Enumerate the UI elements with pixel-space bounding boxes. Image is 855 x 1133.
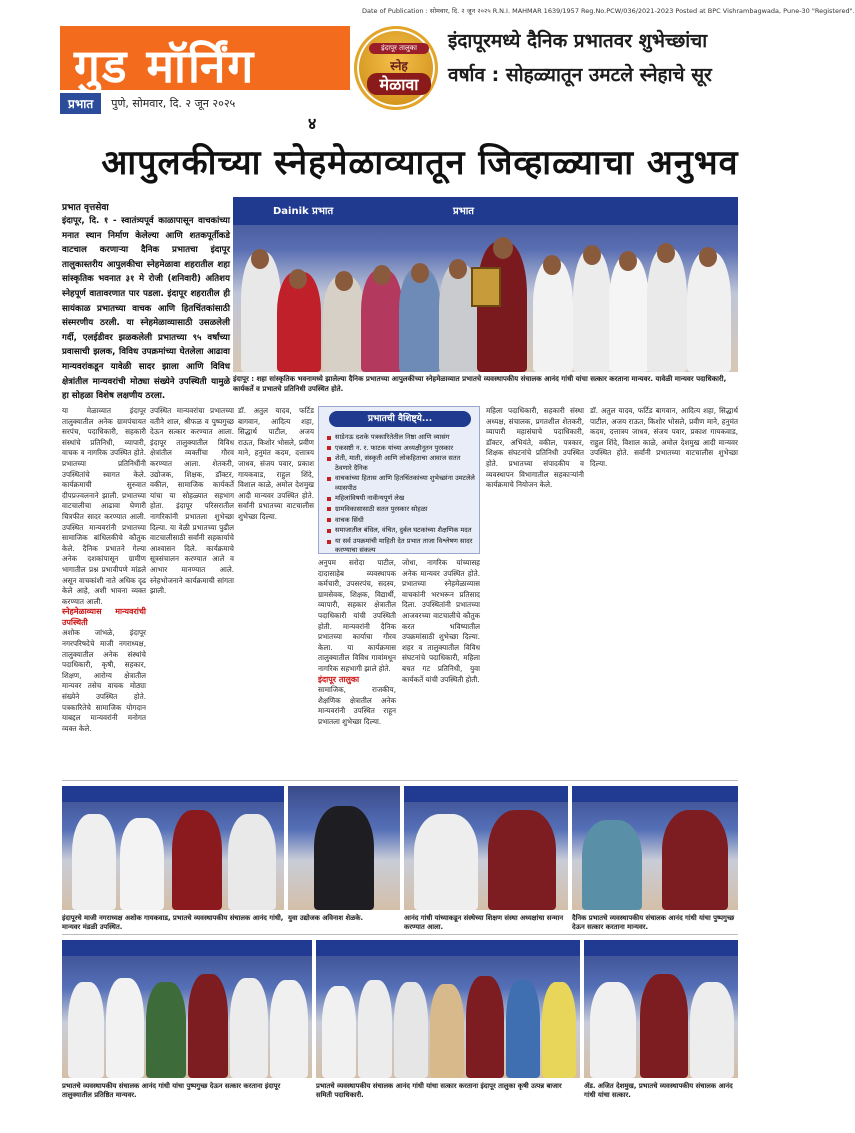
hero-caption: इंदापूर : शहा सांस्कृतिक भवनामध्ये झालेल्या दैनिक प्रभातच्या आपुलकीच्या स्नेहमेळाव्यात प्रभातचे व्यवस्थापकीय संचालक आनंद गांधी यांचा सत्कार करताना मान्यवर. यावेळी मान्यवर पदाधिकारी, कार्यकर्ते व प्रभातचे प्रतिनिधी उपस्थित होते. [233, 375, 727, 393]
article-column-2 [150, 406, 234, 774]
photo-5 [62, 940, 312, 1078]
article-column-7 [590, 406, 738, 774]
publication-info: Date of Publication : सोमवार, दि. २ जून २०२५ R.N.I. MAHMAR 1639/1957 Reg.No.PCW/036/2021-2023 Posted at BPC Vishrambagwada, Pune-30 "Registered". [362, 7, 855, 15]
person-figure [68, 982, 104, 1078]
photo-banner [62, 940, 312, 956]
photo-banner [316, 940, 580, 956]
face [583, 245, 601, 265]
person-figure [120, 818, 164, 910]
highlight-item: शेती, माती, संस्कृती आणि लोकहिताचा आवाज सतत ठेवणारे दैनिक [327, 454, 477, 472]
person-figure [477, 242, 527, 372]
photo-6 [316, 940, 580, 1078]
photo-4-caption: दैनिक प्रभातचे व्यवस्थापकीय संचालक आनंद गांधी यांचा पुष्पगुच्छ देऊन सत्कार करताना मान्यवर. [572, 914, 735, 932]
hero-banner-left: Dainik प्रभात [273, 206, 334, 217]
logo-block [60, 26, 350, 93]
column-text: उपस्थित मान्यवरांचा प्रभातच्या वतीने शाल, श्रीफळ व पुष्पगुच्छ देऊन सत्कार करण्यात आला. इंदापूर तालुक्यातील विविध क्षेत्रांतील व्यक्तींचा गौरव करण्यात आला. शेतकरी, उद्योजक, शिक्षक, डॉक्टर, वकील, सामाजिक कार्यकर्ते यांचा या सोहळ्यात सहभाग होता. इंदापूर परिसरातील नागरिकांनी प्रभातला शुभेच्छा दिल्या. या वेळी प्रभातच्या पुढील वाटचालीसाठी सर्वांनी सहकार्याचे आश्वासन दिले. कार्यक्रमाचे सूत्रसंचालन करण्यात आले व आभार मानण्यात आले. स्नेहभोजनाने कार्यक्रमाची सांगता झाली. [150, 406, 234, 596]
person-figure [542, 982, 576, 1078]
column-subhead: स्नेहमेळाव्यास मान्यवरांची उपस्थिती [62, 607, 146, 627]
masthead-sub [60, 92, 350, 114]
face [373, 265, 391, 285]
person-figure [690, 982, 734, 1078]
photo-2-caption: युवा उद्योजक अविनाश शेळके. [288, 914, 364, 922]
person-figure [414, 814, 478, 910]
column-text: सामाजिक, राजकीय, शैक्षणिक क्षेत्रातील अनेक मान्यवरांनी उपस्थित राहून प्रभातला शुभेच्छा दिल्या. [318, 685, 396, 726]
person-figure [228, 814, 276, 910]
article-column-1 [62, 406, 146, 774]
face [251, 249, 269, 269]
person-figure [188, 974, 228, 1078]
person-figure [314, 806, 374, 910]
trophy-icon [471, 267, 501, 307]
person-figure [270, 980, 308, 1078]
person-figure [394, 982, 428, 1078]
photo-7-caption: ॲड. अजित देशमुख, प्रभातचे व्यवस्थापकीय संचालक आनंद गांधी यांचा सत्कार. [584, 1082, 733, 1100]
person-figure [358, 980, 392, 1078]
face [289, 269, 307, 289]
person-figure [609, 256, 649, 372]
badge-main-text: मेळावा [367, 73, 431, 95]
person-figure [361, 270, 403, 372]
dateline: पुणे, सोमवार, दि. २ जून २०२५ [111, 96, 236, 110]
column-text: डॉ. अतुल यादव, फर्टिड बागवान, आदित्य शहा, सिद्धार्थ पाटील, अजय राऊत, किशोर भोसले, प्रवीण माने, हनुमंत कदम, दत्तात्रय जाधव, संजय पवार, प्रकाश गायकवाड, राहुल शिंदे, विशाल काळे, अमोल देशमुख आदी मान्यवर उपस्थित होते. सर्वांनी प्रभातच्या वाटचालीस शुभेच्छा दिल्या. [590, 406, 738, 468]
main-headline: आपुलकीच्या स्नेहमेळाव्यातून जिव्हाळ्याचा अनुभव [101, 143, 739, 183]
lead-paragraph: इंदापूर, दि. १ - स्वातंत्र्यपूर्व काळापासून वाचकांच्या मनात स्थान निर्माण केलेल्या आणि शतकपूर्तीकडे वाटचाल करणाऱ्या दैनिक प्रभातचा इंदापूर तालुकास्तरीय आपुलकीचा स्नेहमेळावा शहरातील शहा सांस्कृतिक भवनात ३१ मे रोजी (शनिवारी) अतिशय स्नेहपूर्ण वातावरणात पार पडला. इंदापूर शहरातील ही सायंकाळ प्रभातच्या वाचक आणि हितचिंतकांसाठी संस्मरणीय ठरली. या स्नेहमेळाव्यासाठी उसळलेली गर्दी, एलईडीवर झळकलेली प्रभातच्या ९५ वर्षांच्या प्रवासाची झलक, विविध उपक्रमांच्या घेतलेला आढावा मान्यवरांकडून यावेळी सादर झाला आणि विविध क्षेत्रांतील मान्यवरांची मोठ्या संख्येने उपस्थिती यामुळे हा सोहळा विशेष लक्षणीय ठरला. [62, 216, 230, 402]
hero-banner-mid: प्रभात [453, 206, 475, 217]
byline: प्रभात वृत्तसेवा [62, 203, 109, 213]
divider [62, 780, 738, 781]
person-figure [72, 814, 116, 910]
article-column-5 [402, 558, 480, 774]
side-headline-line1: इंदापूरमध्ये दैनिक प्रभातवर शुभेच्छांचा [448, 30, 708, 52]
face [335, 271, 353, 291]
photo-5-caption: प्रभातचे व्यवस्थापकीय संचालक आनंद गांधी यांचा पुष्पगुच्छ देऊन सत्कार करताना इंदापूर तालुक्यातील प्रतिष्ठित मान्यवर. [62, 1082, 281, 1100]
face [493, 237, 513, 259]
column-text: अनुपम सरोदा पाटील, दादासाहेब व्यवस्थापक कर्मचारी, उपसरपंच, सदस्य, ग्रामसेवक, शिक्षक, विद्यार्थी, व्यापारी, सहकार क्षेत्रातील पदाधिकारी यांची उपस्थिती होती. मान्यवरांनी दैनिक प्रभातच्या कार्याचा गौरव केला. या कार्यक्रमास तालुक्यातील विविध गावांमधून नागरिक सहभागी झाले होते. [318, 558, 396, 673]
person-figure [241, 252, 281, 372]
person-figure [533, 260, 573, 372]
person-figure [590, 982, 636, 1078]
person-figure [582, 820, 642, 910]
person-figure [687, 252, 731, 372]
photo-banner [584, 940, 738, 956]
highlights-title: प्रभातची वैशिष्ट्ये... [329, 411, 471, 427]
column-text: अशोक जांभळे, इंदापूर नगरपरिषदेचे माजी नगराध्यक्ष, तालुक्यातील अनेक संस्थांचे पदाधिकारी, कृषी, सहकार, शिक्षण, आरोग्य क्षेत्रातील मान्यवर तसेच वाचक मोठ्या संख्येने उपस्थित होते. पत्रकारितेचे सामाजिक योगदान याबद्दल मान्यवरांनी मनोगत व्यक्त केले. [62, 628, 146, 733]
column-text: या मेळाव्यात इंदापूर तालुक्यातील अनेक ग्रामपंचायत सरपंच, पदाधिकारी, सहकारी संस्थांचे प्रतिनिधी, व्यापारी, वाचक व नागरिक उपस्थित होते. प्रभातच्या प्रतिनिधींनी उपस्थितांचे स्वागत केले. कार्यक्रमाची सुरुवात दीपप्रज्वलनाने झाली. प्रभातच्या वाटचालीचा आढावा घेणारी चित्रफीत सादर करण्यात आली. उपस्थित मान्यवरांनी प्रभातच्या सामाजिक बांधिलकीचे कौतुक केले. दैनिक प्रभातने गेल्या अनेक दशकांपासून ग्रामीण भागातील प्रश्न प्रभावीपणे मांडले असून वाचकांशी नाते अधिक दृढ केले आहे, अशी भावना व्यक्त करण्यात आली. [62, 406, 146, 606]
highlight-item: समाजातील बंधिल, वंचित, दुर्बल घटकांच्या शैक्षणिक मदत [327, 526, 477, 535]
person-figure [647, 248, 687, 372]
photo-3-caption: आनंद गांधी यांच्याकडून संस्थेच्या शिक्षण संस्था अध्यक्षांचा सन्मान करण्यात आला. [404, 914, 564, 932]
highlight-item: वाचकांच्या हितास आणि हितचिंतकांच्या शुभेच्छांना उमटलेले व्यासपीठ [327, 474, 477, 492]
person-figure [662, 810, 728, 910]
photo-banner [572, 786, 738, 802]
hero-photo [233, 197, 738, 372]
person-figure [573, 250, 611, 372]
hero-banner [233, 197, 738, 225]
person-figure [466, 976, 504, 1078]
column-text: जोधा, नागरिक यांच्यासह अनेक मान्यवर उपस्थित होते. प्रभातच्या स्नेहमेळाव्यास वाचकांनी भरभरून प्रतिसाद दिला. उपस्थितांनी प्रभातच्या आजवरच्या वाटचालीचे कौतुक करत भविष्यातील उपक्रमांसाठी शुभेच्छा दिल्या. शहर व तालुक्यातील विविध संघटनांचे पदाधिकारी, महिला बचत गट प्रतिनिधी, युवा कार्यकर्ते यांची उपस्थिती होती. [402, 558, 480, 684]
face [449, 259, 467, 279]
highlight-item: ग्रामविकासासाठी सतत पुरस्कार सोहळा [327, 505, 477, 514]
person-figure [640, 974, 688, 1078]
sneh-melava-badge [354, 26, 438, 110]
face [619, 251, 637, 271]
person-figure [488, 810, 556, 910]
person-figure [230, 978, 268, 1078]
column-text: महिला पदाधिकारी, सहकारी संस्था अध्यक्ष, संचालक, प्रगतशील शेतकरी, व्यापारी महासंघाचे पदाधिकारी, डॉक्टर, अभियंते, वकील, पत्रकार, शिक्षक संघटनांचे प्रतिनिधी उपस्थित होते. प्रभातच्या संपादकीय व व्यवस्थापन विभागातील सहकाऱ्यांनी कार्यक्रमाचे नियोजन केले. [486, 406, 584, 490]
face [411, 263, 429, 283]
article-column-3 [238, 406, 314, 774]
person-figure [399, 268, 441, 372]
photo-6-caption: प्रभातचे व्यवस्थापकीय संचालक आनंद गांधी यांचा सत्कार करताना इंदापूर तालुका कृषी उत्पन्न बाजार समिती पदाधिकारी. [316, 1082, 562, 1100]
person-figure [430, 984, 464, 1078]
column-subhead: इंदापूर तालुका [318, 674, 360, 684]
face [657, 243, 675, 263]
face [699, 247, 717, 267]
highlight-item: या सर्व उपक्रमांची माहिती देत प्रभात ताजा विश्लेषण सादर करण्याचा संकल्प [327, 537, 477, 555]
photo-1 [62, 786, 284, 910]
person-figure [106, 978, 144, 1078]
photo-1-caption: इंदापूरचे माजी नगराध्यक्ष अशोक गायकवाड, प्रभातचे व्यवस्थापकीय संचालक आनंद गांधी, मान्यवर मंडळी उपस्थित. [62, 914, 284, 932]
highlight-item: वाचक सिंधी [327, 516, 477, 525]
highlight-item: साडेनऊ दशके पत्रकारितेतील निष्ठा आणि व्यासंग [327, 433, 477, 442]
highlight-item: महिलांविषयी नावीन्यपूर्ण लेख [327, 494, 477, 503]
article-column-4 [318, 558, 396, 774]
brand-tag: प्रभात [60, 93, 101, 114]
person-figure [506, 980, 540, 1078]
masthead [60, 18, 350, 133]
divider [62, 934, 738, 935]
page-number: ४ [308, 114, 317, 133]
badge-mid-text: स्नेह [390, 59, 408, 73]
highlights-box [318, 406, 480, 554]
photo-4 [572, 786, 738, 910]
photo-7 [584, 940, 738, 1078]
person-figure [322, 986, 356, 1078]
photo-banner [404, 786, 568, 802]
side-headline-line2: वर्षाव : सोहळ्यातून उमटले स्नेहाचे सूर [448, 64, 712, 86]
photo-banner [62, 786, 284, 802]
masthead-logo-text: गुड मॉर्निंग [74, 39, 256, 93]
highlights-list [327, 433, 477, 557]
person-figure [172, 810, 222, 910]
face [543, 255, 561, 275]
badge-top-text: इंदापूर तालुका [369, 43, 429, 54]
person-figure [146, 982, 186, 1078]
article-column-6 [486, 406, 584, 774]
highlight-item: एकसष्टी न. र. फाटक यांच्या अध्यक्षीनूतन पुरस्कार [327, 444, 477, 453]
photo-2 [288, 786, 400, 910]
side-headline [448, 24, 792, 92]
column-text: डॉ. अतुल यादव, फर्टिड बागवान, आदित्य शहा, सिद्धार्थ पाटील, अजय राऊत, किशोर भोसले, प्रवीण माने, हनुमंत कदम, दत्तात्रय जाधव, संजय पवार, प्रकाश गायकवाड, राहुल शिंदे, विशाल काळे, अमोल देशमुख आदी मान्यवर उपस्थित होते. सर्वांनी प्रभातच्या वाटचालीस शुभेच्छा दिल्या. [238, 406, 314, 521]
photo-3 [404, 786, 568, 910]
